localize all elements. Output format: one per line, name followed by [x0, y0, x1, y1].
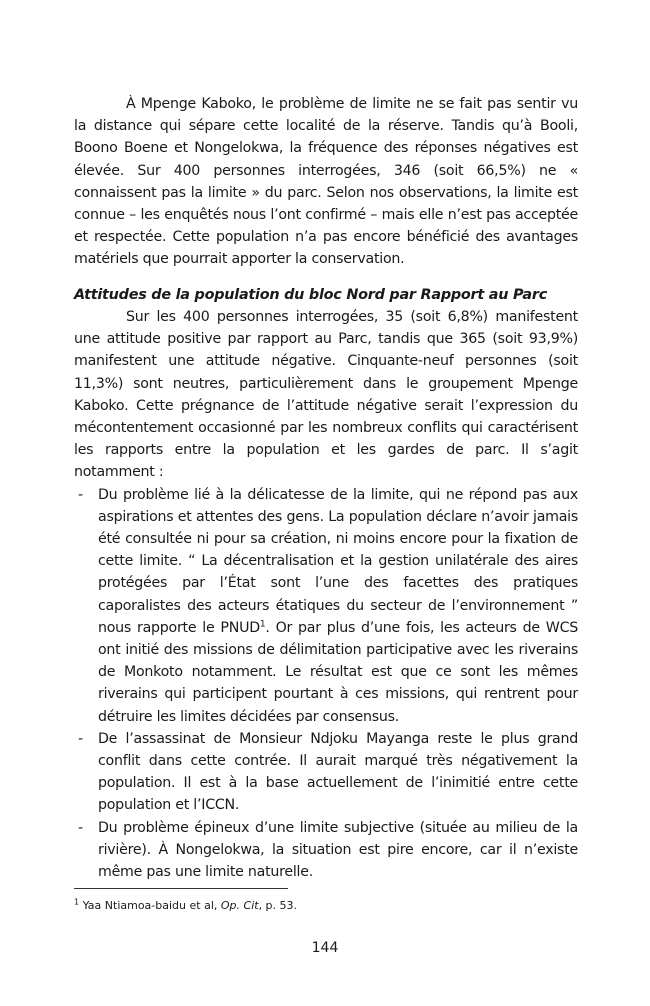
- list-item: [74, 728, 578, 817]
- footnote-separator: [74, 888, 288, 889]
- footnote-number: 1: [74, 897, 80, 907]
- attitudes-paragraph: Sur les 400 personnes interrogées, 35 (soit 6,8%) manifestent une attitude positive par rapport au Parc, tandis que 365 (soit 93,9%) manifestent une attitude négative. Cinquante-neuf personnes (soit 11,3%) sont neutres, particulièrement dans le groupement Mpenge Kaboko. Cette prégnance de l’attitude négative serait l’expression du mécontentement occasionné par les nombreux conflits qui caractérisent les rapports entre la population et les gardes de parc. Il s’agit notamment :: [74, 309, 578, 481]
- footnote-italic-citation: Op. Cit: [220, 899, 259, 912]
- bullet-dash: -: [78, 486, 83, 503]
- intro-paragraph: À Mpenge Kaboko, le problème de limite ne se fait pas sentir vu la distance qui sépare cette localité de la réserve. Tandis qu’à Booli, Boono Boene et Nongelokwa, la fréquence des réponses négatives est élevée. Sur 400 personnes interrogées, 346 (soit 66,5%) ne « connaissent pas la limite » du parc. Selon nos observations, la limite est connue – les enquêtés nous l’ont confirmé – mais elle n’est pas acceptée et respectée. Cette population n’a pas encore bénéficié des avantages matériels que pourrait apporter la conservation.: [74, 96, 578, 268]
- section-heading: Attitudes de la population du bloc Nord par Rapport au Parc: [74, 287, 547, 303]
- footnote-page-ref: , p. 53.: [258, 899, 298, 912]
- bullet-dash: -: [78, 819, 83, 836]
- list-item-text: Du problème lié à la délicatesse de la limite, qui ne répond pas aux aspirations et attentes des gens. La population déclare n’avoir jamais été consultée ni pour sa création, ni moins encore pour la fixation de cette limite. “ La décentralisation et la gestion unilatérale des aires protégées par l’État sont l’une des facettes des pratiques caporalistes des acteurs étatiques du secteur de l’environnement ” nous rapporte le PNUD: [98, 486, 578, 636]
- list-item-text-continued: . Or par plus d’une fois, les acteurs de WCS ont initié des missions de délimitation participative avec les riverains de Monkoto notamment. Le résultat est que ce sont les mêmes riverains qui participent pourtant à ces missions, qui rentrent pour détruire les limites décidées par consensus.: [98, 619, 578, 725]
- list-item: [74, 484, 578, 728]
- footnote-text: Yaa Ntiamoa-baidu et al,: [82, 899, 221, 912]
- attitudes-section-body: [74, 306, 578, 883]
- list-item: [74, 817, 578, 884]
- footnote: [74, 898, 578, 914]
- list-item-text: De l’assassinat de Monsieur Ndjoku Mayanga reste le plus grand conflit dans cette contrée. Il aurait marqué très négativement la population. Il est à la base actuellement de l’inimitié entre cette population et l’ICCN.: [98, 730, 578, 814]
- footnote-reference: 1: [259, 619, 266, 630]
- page-number: 144: [311, 940, 339, 956]
- intro-paragraph-block: [74, 93, 578, 271]
- conflict-list: [74, 484, 578, 884]
- bullet-dash: -: [78, 730, 83, 747]
- list-item-text: Du problème épineux d’une limite subjective (située au milieu de la rivière). À Nongelokwa, la situation est pire encore, car il n’existe même pas une limite naturelle.: [98, 819, 578, 881]
